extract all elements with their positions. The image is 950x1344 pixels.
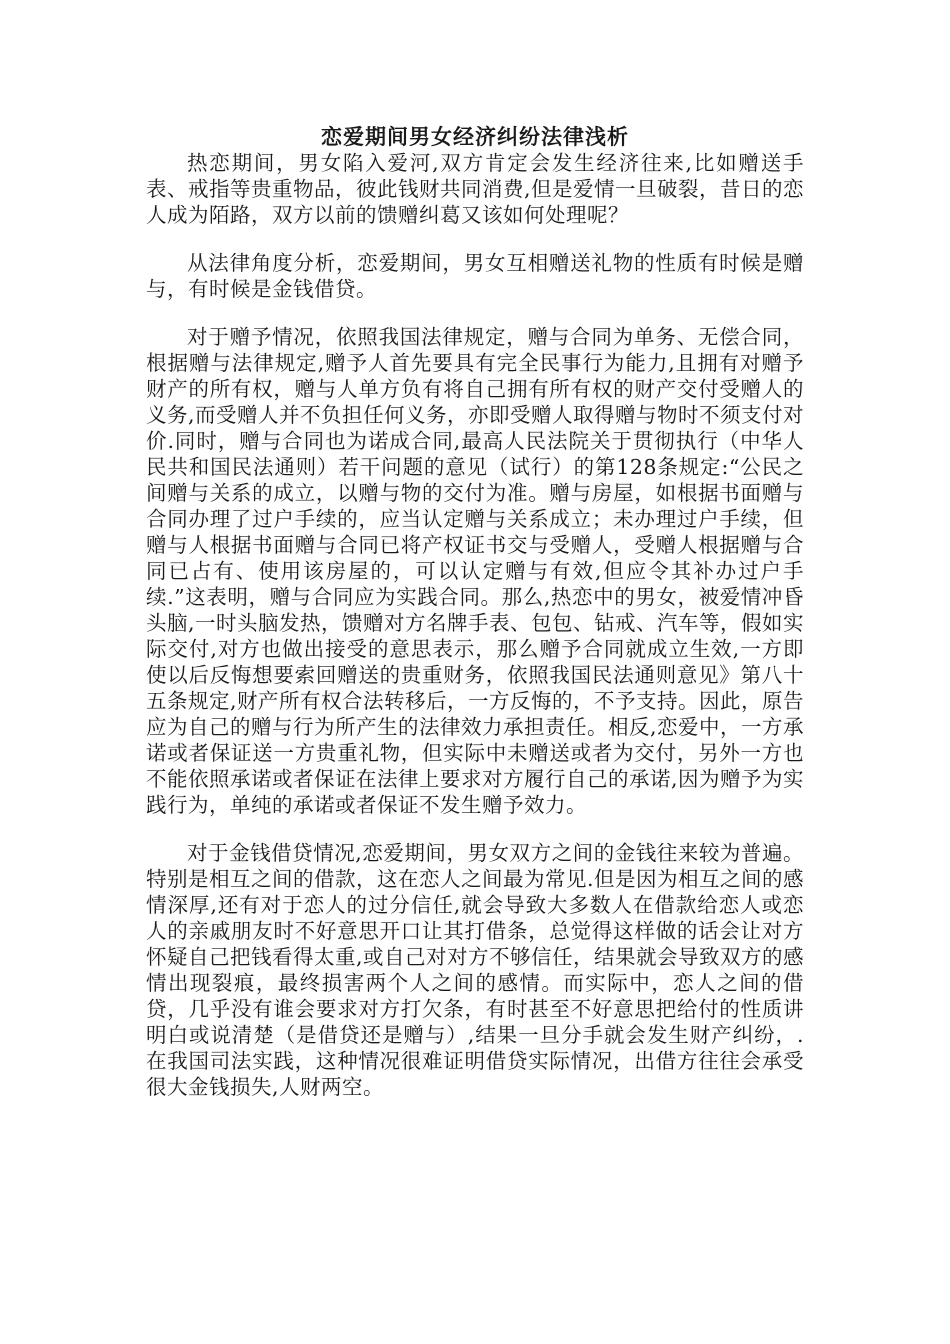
paragraph-legal-analysis: 从法律角度分析，恋爱期间，男女互相赠送礼物的性质有时候是赠与，有时候是金钱借贷。 (146, 251, 804, 301)
paragraph-spacer (146, 302, 804, 324)
paragraph-spacer (146, 818, 804, 840)
document-body (146, 150, 804, 1100)
paragraph-intro: 热恋期间，男女陷入爱河,双方肯定会发生经济往来,比如赠送手表、戒指等贵重物品，彼此钱财共同消费,但是爱情一旦破裂，昔日的恋人成为陌路，双方以前的馈赠纠葛又该如何处理呢？ (146, 151, 805, 227)
document-title: 恋爱期间男女经济纠纷法律浅析 (321, 124, 629, 149)
paragraph-gift: 对于赠予情况，依照我国法律规定，赠与合同为单务、无偿合同，根据赠与法律规定,赠予人首先要具有完全民事行为能力,且拥有对赠予财产的所有权，赠与人单方负有将自己拥有所有权的财产交付受赠人的义务,而受赠人并不负担任何义务，亦即受赠人取得赠与物时不须支付对价.同时，赠与合同也为诺成合同,最高人民法院关于贯彻执行（中华人民共和国民法通则）若干问题的意见（试行）的第128条规定:“公民之间赠与关系的成立，以赠与物的交付为准。赠与房屋，如根据书面赠与合同办理了过户手续的，应当认定赠与关系成立；未办理过户手续，但赠与人根据书面赠与合同已将产权证书交与受赠人，受赠人根据赠与合同已占有、使用该房屋的，可以认定赠与有效,但应令其补办过户手续.”这表明，赠与合同应为实践合同。那么,热恋中的男女，被爱情冲昏头脑,一时头脑发热，馈赠对方名牌手表、包包、钻戒、汽车等，假如实际交付,对方也做出接受的意思表示，那么赠予合同就成立生效,一方即使以后反悔想要索回赠送的贵重财务，依照我国民法通则意见》第八十五条规定,财产所有权合法转移后，一方反悔的，不予支持。因此，原告应为自己的赠与行为所产生的法律效力承担责任。相反,恋爱中，一方承诺或者保证送一方贵重礼物，但实际中未赠送或者为交付，另外一方也不能依照承诺或者保证在法律上要求对方履行自己的承诺,因为赠予为实践行为，单纯的承诺或者保证不发生赠予效力。 (146, 325, 805, 817)
paragraph-loan: 对于金钱借贷情况,恋爱期间，男女双方之间的金钱往来较为普遍。特别是相互之间的借款，这在恋人之间最为常见.但是因为相互之间的感情深厚,还有对于恋人的过分信任,就会导致大多数人在借款给恋人或恋人的亲戚朋友时不好意思开口让其打借条，总觉得这样做的话会让对方怀疑自己把钱看得太重,或自己对对方不够信任，结果就会导致双方的感情出现裂痕，最终损害两个人之间的感情。而实际中，恋人之间的借贷，几乎没有谁会要求对方打欠条，有时甚至不好意思把给付的性质讲明白或说清楚（是借贷还是赠与）,结果一旦分手就会发生财产纠纷，.在我国司法实践，这种情况很难证明借贷实际情况，出借方往往会承受很大金钱损失,人财两空。 (146, 841, 805, 1099)
paragraph-spacer (146, 228, 804, 250)
